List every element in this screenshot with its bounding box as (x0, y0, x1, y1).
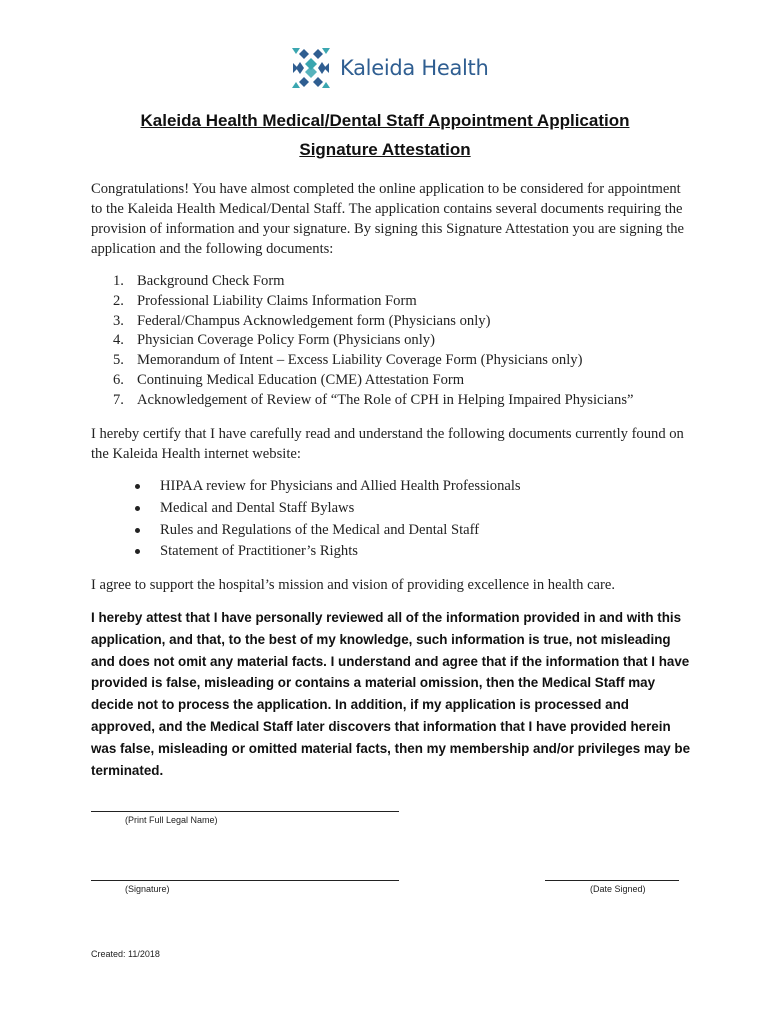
list-item: 6. Continuing Medical Education (CME) Attestation Form (113, 371, 465, 388)
bullet-icon (135, 528, 140, 533)
list-item: Medical and Dental Staff Bylaws (91, 498, 691, 520)
attestation-paragraph: I hereby attest that I have personally reviewed all of the information provided in and with this application, and that, to the best of my knowledge, such information is true, not misleading and does not omit any material facts. I understand and agree that if the information that I have provided is false, misleading or contains a material omission, then the Medical Staff may decide not to process the application. In addition, if my application is processed and approved, and the Medical Staff later discovers that information that I have provided herein was false, misleading or omitted material facts, then my membership and/or privileges may be terminated. (91, 610, 691, 778)
bullet-icon (135, 506, 140, 511)
list-item: HIPAA review for Physicians and Allied Health Professionals (91, 476, 691, 498)
signature-line[interactable] (91, 880, 399, 881)
signature-label: (Signature) (125, 884, 170, 894)
page-subtitle: Signature Attestation (299, 140, 471, 159)
certify-paragraph: I hereby certify that I have carefully read and understand the following documents currently found on the Kaleida Health internet website: (91, 426, 684, 462)
date-signed-label: (Date Signed) (590, 884, 646, 894)
print-name-line[interactable] (91, 811, 399, 812)
logo-wordmark: Kaleida Health (340, 56, 489, 80)
list-item: 3. Federal/Champus Acknowledgement form (Physicians only) (113, 312, 491, 329)
list-item: 2. Professional Liability Claims Information Form (113, 292, 417, 309)
footer-created-date: Created: 11/2018 (91, 949, 160, 959)
list-item: Statement of Practitioner’s Rights (91, 541, 691, 563)
print-name-label: (Print Full Legal Name) (125, 815, 218, 825)
page-title: Kaleida Health Medical/Dental Staff Appointment Application (140, 111, 630, 130)
intro-paragraph: Congratulations! You have almost completed the online application to be considered for appointment to the Kaleida Health Medical/Dental Staff. The application contains several documents requiring the provision of information and your signature. By signing this Signature Attestation you are signing the application and the following documents: (91, 181, 684, 257)
list-item: 1. Background Check Form (113, 273, 285, 289)
mission-paragraph: I agree to support the hospital’s mission and vision of providing excellence in health care. (91, 577, 616, 593)
documents-list (91, 272, 711, 411)
list-item: 7. Acknowledgement of Review of “The Role of CPH in Helping Impaired Physicians” (113, 391, 634, 408)
bullet-icon (135, 549, 140, 554)
website-documents-list (91, 476, 691, 563)
list-item: 5. Memorandum of Intent – Excess Liability Coverage Form (Physicians only) (113, 352, 583, 369)
kaleida-logo-mark-icon (290, 46, 332, 90)
kaleida-health-logo (290, 46, 489, 90)
list-item: Rules and Regulations of the Medical and Dental Staff (91, 520, 691, 542)
date-signed-line[interactable] (545, 880, 679, 881)
bullet-icon (135, 484, 140, 489)
list-item: 4. Physician Coverage Policy Form (Physicians only) (113, 332, 435, 349)
